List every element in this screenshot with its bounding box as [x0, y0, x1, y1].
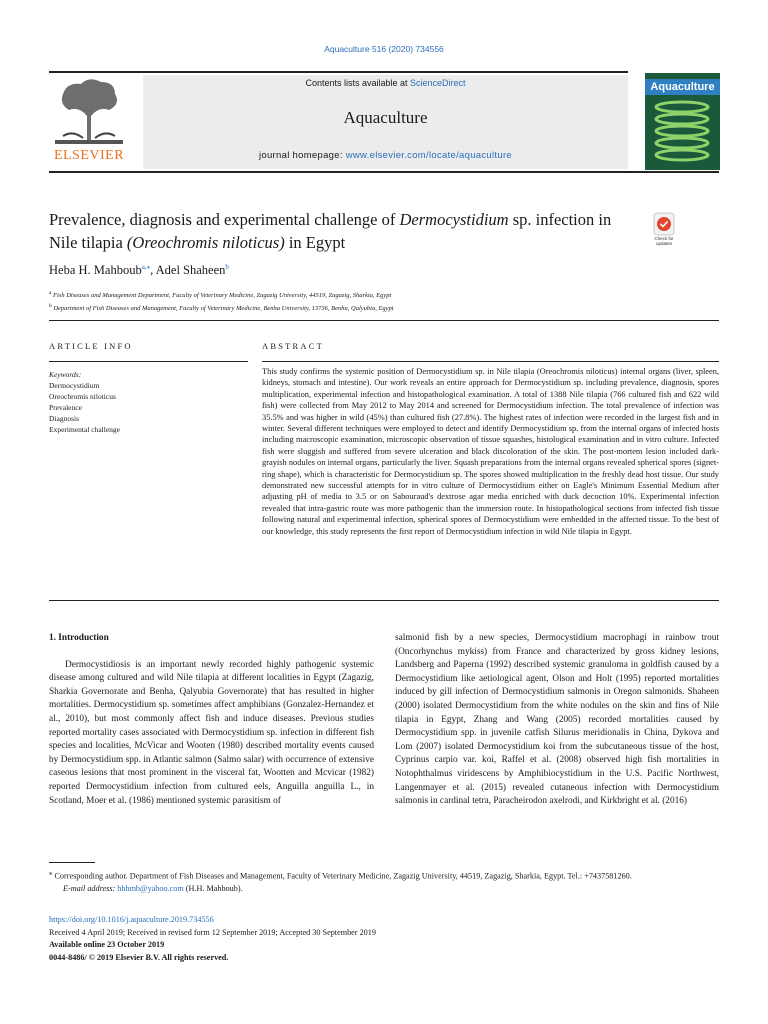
cover-title: Aquaculture: [645, 79, 720, 95]
keyword: Diagnosis: [49, 414, 79, 423]
abstract-bottom-rule: [49, 600, 719, 601]
contents-prefix: Contents lists available at: [305, 78, 411, 88]
affiliation-a: [49, 288, 719, 301]
intro-paragraph-right: salmonid fish by a new species, Dermocystidium macrophagi in rainbow trout (Oncorhynchus mykiss) from France and characterized by gross kidney lesions, Landsberg and Paperna (1992) described systemic granuloma in goldfish caused by a Dermocystidium like aetiological agent, Olson and Holt (1995) reported mortalities induced by gill infection of Dermocystidium salmonis in Oregon salmonids. Shaheen (2000) isolated Dermocystidium from the white nodules on the skin and fins of Nile tilapia in Egypt, Zhang and Wang (2005) recorded mortalities caused by Dermocystidium spp. in juvenile catfish Silurus meridionalis in China, Dykova and Lom (2007) isolated Dermocystidium koi from the subcutaneous tissue of the host, Cyprinus carpio var. koi, Raffel et al. (2008) observed high fish mortalities in Notophthalmus viridescens by Amphibiocystidium in the U.S. Pacific Northwest, Langenmayer et al. (2015) revealed cutaneous infection with Dermocystidium salmonis in cardinal tetra, Paracheirodon axelrodi, and Kirkbright et al. (2016): [395, 633, 719, 807]
keyword: Oreochromis niloticus: [49, 392, 116, 401]
affil-a-sup: a: [49, 290, 52, 296]
author-email-link[interactable]: hhhmb@yahoo.com: [117, 883, 184, 893]
journal-homepage-link[interactable]: www.elsevier.com/locate/aquaculture: [345, 150, 512, 161]
footnote-text: Corresponding author. Department of Fish Diseases and Management, Faculty of Veterinary Medicine, Zagazig University, 44519, Zagazig, Sharkia, Egypt. Tel.: +7437581260.: [52, 871, 632, 881]
available-online-date: Available online 23 October 2019: [49, 940, 165, 949]
doi-link[interactable]: https://doi.org/10.1016/j.aquaculture.2019.734556: [49, 915, 214, 924]
footnote-star: ⁎: [49, 870, 53, 877]
elsevier-wordmark: ELSEVIER: [53, 148, 125, 163]
journal-name: Aquaculture: [343, 108, 428, 127]
check-for-updates-button[interactable]: [647, 212, 681, 250]
footnote-rule: [49, 862, 95, 863]
copyright-line: 0044-8486/ © 2019 Elsevier B.V. All rights reserved.: [49, 952, 229, 962]
article-info-rule: [49, 361, 248, 362]
publication-info: [49, 914, 719, 964]
author-2: Adel Shaheen: [155, 263, 226, 278]
author-1: Heba H. Mahboub: [49, 263, 142, 278]
check-for-updates-label: Check for updates: [654, 236, 674, 246]
body-column-left: [49, 632, 374, 808]
author-2-affil[interactable]: b: [225, 263, 229, 271]
keyword: Prevalence: [49, 403, 82, 412]
affil-a-text: Fish Diseases and Management Department, Faculty of Veterinary Medicine, Zagazig University, 44519, Zagazig, Sharkia, Egypt: [51, 292, 392, 300]
cover-pattern-icon: [645, 73, 720, 170]
header-top-rule: [49, 71, 628, 73]
keywords-label: Keywords:: [49, 370, 82, 379]
affil-b-text: Department of Fish Diseases and Management, Faculty of Veterinary Medicine, Benha University, 13736, Benha, Qalyubia, Egypt: [51, 305, 394, 313]
received-dates: Received 4 April 2019; Received in revised form 12 September 2019; Accepted 30 September 2019: [49, 927, 376, 937]
section-heading-introduction: 1. Introduction: [49, 633, 109, 643]
body-column-right: [395, 632, 719, 809]
intro-paragraph-left: Dermocystidiosis is an important newly recorded highly pathogenic systemic disease among cultured and wild Nile tilapia at different localities in Egypt (Zagazig, Sharkia Governorate and Benha, Qalyubia Governorate) that has resulted in higher mortalities. Dermocystidium sp. sometimes affect amphibians (Gonzalez-Hernandez et al., 2010), but most commonly affect fish and induce diseases. Previous studies reported mortality cases associated with Dermocystidium sp. infection in different fish species and localities, McVicar and Wooten (1980) described mortality events caused by Dermocystidium spp. in Atlantic salmon (Salmo salar) with occurrence of extensive caseous lesions that most prominent in the visceral fat, Wootten and Mcvicar (1982) reported Dermocystidium infection from cultured eels, Anguilla anguilla L., in Scotland, Moer et al. (1986) mentioned systemic parasitism of: [49, 659, 374, 806]
abstract-heading: ABSTRACT: [262, 341, 324, 351]
abstract-body: This study confirms the systemic position of Dermocystidium sp. in Nile tilapia (Oreochromis niloticus) internal organs (liver, spleen, kidneys, stomach and intestine). Our work reveals an entire approach for Dermocystidium sp. including prevalence, diagnosis, spores multiplication, experimental infection and histopathological examination. A total of 1388 Nile tilapia (766 cultured fish and 622 wild fish) were collected from May 2012 to May 2014 and screened for Dermocystidium infection. The total prevalence of infection was 35.5% and was higher in wild (45%) than cultured fish (27.8%). The highest rates of infection were recorded in the largest fish and in winter. Several different techniques were employed to detect and identify Dermocystidium sp. from the internal organs of infected hosts including macroscopic examination, microscopic observation of tissue squashes, histological examination and in vitro culture. Infected fish were sluggish and suffered from severe ulceration and black discoloration of the skin. The post-mortem lesion included dark-grayish nodules on internal organs, particularly the liver. Squash preparations from the internal organs revealed spherical spores (signet-ring shape), which is characteristic for Dermocystidium sp. The spores showed multiplication in the freshly dead host tissue. Our study demonstrated new successful attempts for in vitro culture of Dermocystidium either on Eagle's Minimum Essential Medium after adjusting pH of media to 3.5 or on Sabouraud's dextrose agar media enriched with duck decoction 10%. Experimental infection revealed that intra-gastric route was more pathogenic than the immersion route. In histopathological sections from infected fish tissue following natural and experimental infection, spherical spores of Dermocystidium were embedded in the affected tissue. To the best of our knowledge, this study represents the first report of Dermocystidium infection in wild Nile tilapia in Egypt.: [262, 367, 719, 536]
corresponding-author-footnote: [49, 868, 719, 895]
article-info-heading: ARTICLE INFO: [49, 341, 133, 351]
contents-available-line: [143, 78, 628, 88]
title-part-2: sp. infection in Nile tilapia: [49, 210, 612, 252]
footnote-email-line: [49, 883, 719, 895]
homepage-prefix: journal homepage:: [258, 150, 346, 161]
author-separator: ,: [150, 263, 156, 278]
header-bottom-rule: [49, 171, 719, 173]
title-part-3: in Egypt: [284, 233, 346, 252]
paper-title: [49, 208, 639, 254]
journal-cover[interactable]: [645, 73, 720, 170]
sciencedirect-link[interactable]: ScienceDirect: [410, 78, 466, 88]
title-genus: Dermocystidium: [399, 210, 509, 229]
journal-citation-link[interactable]: Aquaculture 516 (2020) 734556: [324, 44, 444, 54]
author-1-affil[interactable]: a,⁎: [141, 263, 151, 271]
affiliation-b: [49, 301, 719, 314]
email-suffix: (H.H. Mahboub).: [183, 883, 243, 893]
keyword: Experimental challenge: [49, 425, 121, 434]
abstract-rule: [262, 361, 719, 362]
title-species: (Oreochromis niloticus): [126, 233, 285, 252]
email-label: E-mail address:: [63, 883, 118, 893]
affil-b-sup: b: [49, 303, 52, 310]
author-list: [49, 263, 229, 278]
keyword: Dermocystidium: [49, 381, 100, 390]
keywords-block: [49, 369, 248, 435]
journal-homepage-line: [143, 150, 628, 161]
affiliations: [49, 288, 719, 314]
title-divider: [49, 320, 719, 321]
title-part-1: Prevalence, diagnosis and experimental challenge of: [49, 210, 400, 229]
footnote-text-line: [49, 868, 719, 883]
check-for-updates-icon: [647, 212, 681, 236]
